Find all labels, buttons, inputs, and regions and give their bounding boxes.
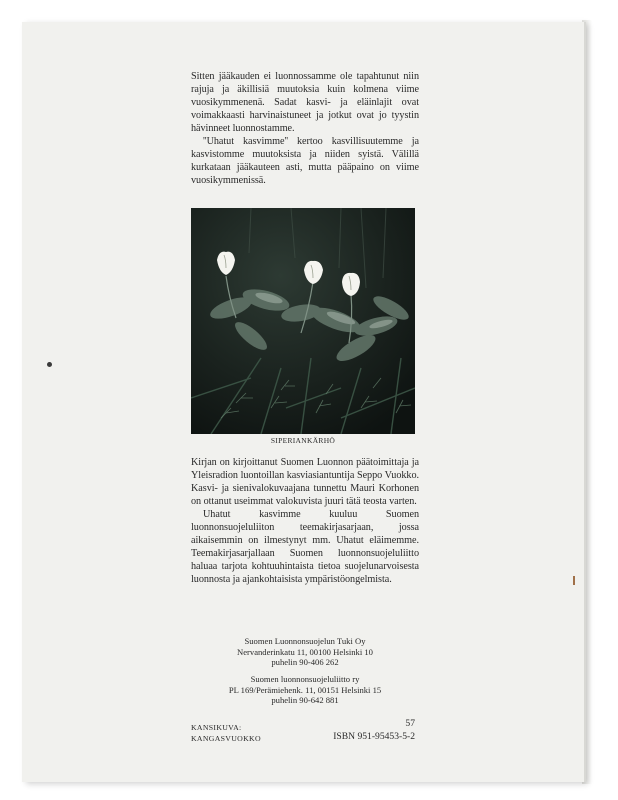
- society-phone: puhelin 90-642 881: [271, 695, 339, 705]
- binding-hole: [47, 362, 52, 367]
- publisher-name: Suomen Luonnonsuojelun Tuki Oy: [244, 636, 366, 646]
- society-address: [195, 674, 415, 706]
- body-text: [191, 456, 419, 586]
- intro-paragraph-2: ''Uhatut kasvimme'' kertoo kasvillisuutemme ja kasvistomme muutoksista ja niiden syistä. Välillä kurkataan jääkauteen asti, mutta pääpaino on viime vuosikymmenissä.: [191, 136, 419, 186]
- publisher-phone: puhelin 90-406 262: [271, 657, 339, 667]
- publisher-street: Nervanderinkatu 11, 00100 Helsinki 10: [237, 646, 373, 657]
- siperiankarho-image: [191, 208, 415, 434]
- society-street: PL 169/Perämiehenk. 11, 00151 Helsinki 15: [228, 684, 382, 695]
- edge-mark: [573, 576, 575, 585]
- body-paragraph-2: Uhatut kasvimme kuuluu Suomen luonnonsuojeluliiton teemakirjasarjaan, jossa aikaisemmin on ilmestynyt mm. Uhatut eläimemme. Teemakirjasarjallaan Suomen luonnonsuojeluliitto haluaa tarjota kohtuuhintaista tietoa suojelunarvoisesta luonnosta ja ajankohtaisista ympäristöongelmista.: [191, 509, 419, 585]
- isbn: ISBN 951-95453-5-2: [333, 730, 415, 742]
- intro-text: [191, 70, 419, 187]
- body-paragraph-1: Kirjan on kirjoittanut Suomen Luonnon päätoimittaja ja Yleisradion luontoillan kasviasiantuntija Seppo Vuokko. Kasvi- ja sienivalokuvaajana tunnettu Mauri Korhonen on ottanut useimmat valokuvista juuri tätä teosta varten.: [191, 457, 419, 507]
- cover-name: KANGASVUOKKO: [191, 734, 261, 743]
- flower-photo: [191, 208, 415, 434]
- cover-credit: [191, 722, 261, 744]
- photo-caption: SIPERIANKÄRHÖ: [270, 436, 336, 445]
- isbn-block: [300, 718, 415, 743]
- publisher-address: [195, 636, 415, 668]
- society-name: Suomen luonnonsuojeluliitto ry: [250, 674, 360, 684]
- intro-paragraph-1: Sitten jääkauden ei luonnossamme ole tapahtunut niin rajuja ja äkillisiä muutoksia kuin kolmena viime vuosikymmenenä. Sadat kasvi- ja eläinlajit ovat voimakkaasti harvinaistuneet ja jotkut ovat jo tyystin hävinneet luonnostamme.: [191, 71, 419, 134]
- series-number: 57: [405, 718, 415, 729]
- cover-label: KANSIKUVA:: [191, 723, 242, 732]
